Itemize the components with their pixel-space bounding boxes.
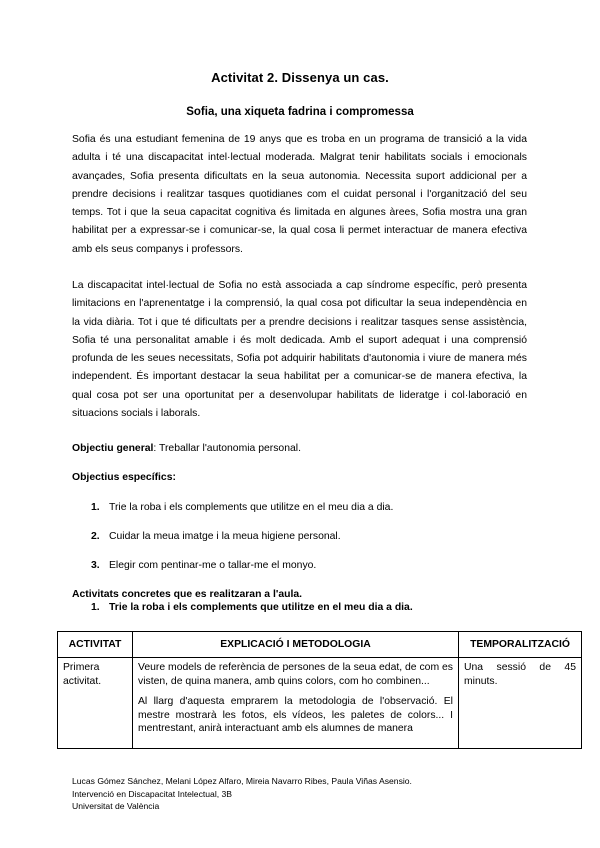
item-text: Cuidar la meua imatge i la meua higiene personal. [109, 531, 341, 542]
general-objective-label: Objectiu general [72, 443, 154, 454]
table-row [58, 658, 582, 749]
specific-objective-item [91, 531, 341, 542]
footer-course: Intervenció en Discapacitat Intelectual, 3B [72, 788, 233, 799]
footer-authors: Lucas Gómez Sánchez, Melani López Alfaro, Mireia Navarro Ribes, Paula Viñas Asensio. [72, 776, 412, 786]
header-temporalitzacio: TEMPORALITZACIÓ [459, 632, 582, 658]
page-title: Activitat 2. Dissenya un cas. [211, 70, 389, 85]
explanation-text-1: Veure models de referència de persones de la seua edat, de com es visten, de quina manera, amb quins colors, com ho combinen... [138, 662, 453, 687]
cell-activitat [58, 658, 133, 749]
general-objective-text: : Treballar l'autonomia personal. [153, 443, 301, 454]
case-paragraph-1: Sofia és una estudiant femenina de 19 anys que es troba en un programa de transició a la vida adulta i té una discapacitat intel·lectual moderada. Malgrat tenir habilitats socials i emocionals avançades, Sofia presenta dificultats en la seua autonomia. Necessita suport addicional per a prendre decisions i realitzar tasques quotidianes com el cuidat personal i l'organització del seu temps. Tot i que la seua capacitat cognitiva és limitada en algunes àrees, Sofia mostra una gran habilitat per a expressar-se i comunicar-se, la qual cosa li permet interactuar de manera efectiva amb els seus companys i professors. [72, 134, 527, 255]
case-paragraph-2: La discapacitat intel·lectual de Sofia no està associada a cap síndrome específic, però presenta limitacions en l'aprenentatge i la comprensió, la qual cosa pot dificultar la seua independència en la vida diària. Tot i que té dificultats per a prendre decisions i realitzar tasques sense assistència, Sofia té una personalitat amable i és molt dedicada. Amb el suport adequat i una comprensió profunda de les seues necessitats, Sofia pot adquirir habilitats d'autonomia i viure de manera més independent. És important destacar la seua habilitat per a comunicar-se de manera efectiva, la qual cosa pot ser una oportunitat per a desenvolupar habilitats de lideratge i col·laboració en situacions socials i laborals. [72, 280, 527, 420]
activity-item [91, 602, 413, 613]
general-objective [72, 443, 301, 454]
footer [72, 775, 412, 813]
item-number: 1. [91, 502, 100, 513]
activities-table [57, 631, 582, 749]
item-number: 1. [91, 602, 100, 613]
cell-temporalitzacio [459, 658, 582, 749]
specific-objectives-heading: Objectius específics: [72, 472, 176, 483]
case-subtitle: Sofia, una xiqueta fadrina i compromessa [186, 106, 414, 118]
item-text: Elegir com pentinar-me o tallar-me el monyo. [109, 560, 317, 571]
specific-objective-item [91, 560, 316, 571]
duration-text: Una sessió de 45 minuts. [464, 662, 576, 687]
activity-name: Primera activitat. [63, 662, 102, 687]
footer-university: Universitat de València [72, 801, 160, 811]
item-number: 2. [91, 531, 100, 542]
cell-explicacio [133, 658, 459, 749]
activities-heading: Activitats concretes que es realitzaran a l'aula. [72, 589, 303, 600]
header-activitat: ACTIVITAT [58, 632, 133, 658]
explanation-text-2: Al llarg d'aquesta emprarem la metodologia de l'observació. El mestre mostrarà les fotos, els vídeos, les paletes de colors... I mentrestant, anirà interactuant amb els alumnes de manera [138, 696, 453, 734]
item-text: Trie la roba i els complements que utilitze en el meu dia a dia. [109, 602, 413, 613]
item-text: Trie la roba i els complements que utilitze en el meu dia a dia. [109, 502, 394, 513]
table-header-row [58, 632, 582, 658]
header-explicacio: EXPLICACIÓ I METODOLOGIA [133, 632, 459, 658]
specific-objective-item [91, 502, 393, 513]
item-number: 3. [91, 560, 100, 571]
